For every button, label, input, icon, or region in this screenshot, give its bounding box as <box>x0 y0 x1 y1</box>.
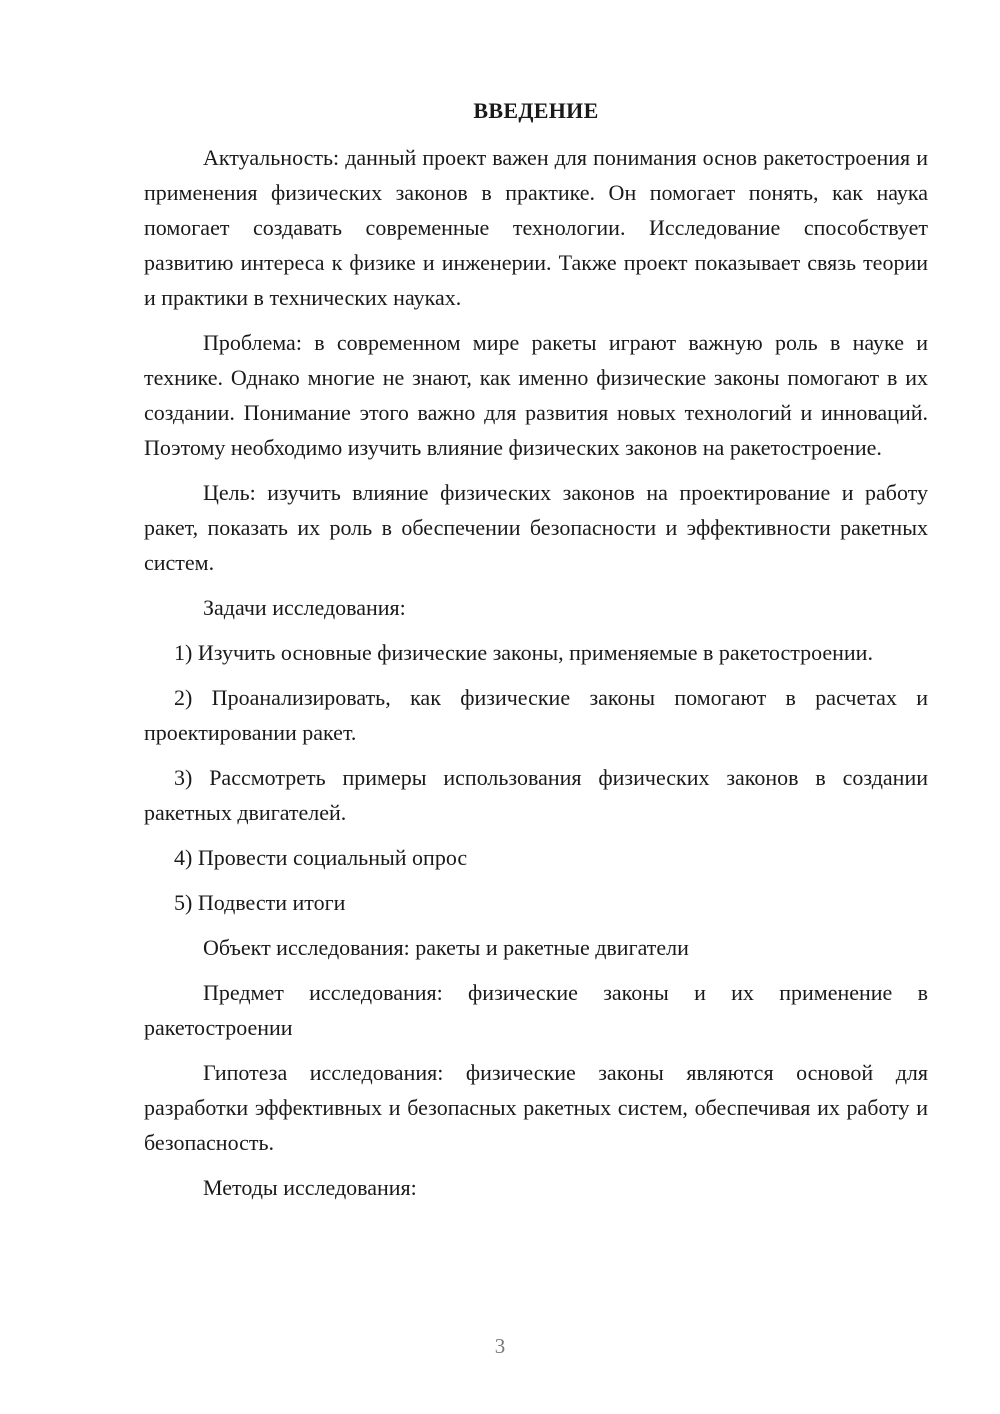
task-item-2: 2) Проанализировать, как физические законы помогают в расчетах и проектировании ракет. <box>144 685 928 745</box>
task-item-3: 3) Рассмотреть примеры использования физических законов в создании ракетных двигателей. <box>144 765 928 825</box>
paragraph-goal: Цель: изучить влияние физических законов на проектирование и работу ракет, показать их роль в обеспечении безопасности и эффективности ракетных систем. <box>144 480 928 575</box>
task-item-1: 1) Изучить основные физические законы, применяемые в ракетостроении. <box>174 640 873 665</box>
paragraph-subject: Предмет исследования: физические законы и их применение в ракетостроении <box>144 980 928 1040</box>
paragraph-object: Объект исследования: ракеты и ракетные двигатели <box>203 935 689 960</box>
paragraph-tasks-heading: Задачи исследования: <box>203 595 406 620</box>
paragraph-problem: Проблема: в современном мире ракеты играют важную роль в науке и технике. Однако многие не знают, как именно физические законы помогают в их создании. Понимание этого важно для развития новых технологий и инноваций. Поэтому необходимо изучить влияние физических законов на ракетостроение. <box>144 330 928 460</box>
paragraph-relevance: Актуальность: данный проект важен для понимания основ ракетостроения и применения физических законов в практике. Он помогает понять, как наука помогает создавать современные технологии. Исследование способствует развитию интереса к физике и инженерии. Также проект показывает связь теории и практики в технических науках. <box>144 145 928 310</box>
paragraph-methods: Методы исследования: <box>203 1175 417 1200</box>
page-number: 3 <box>494 1334 506 1358</box>
document-page <box>144 96 928 1215</box>
paragraph-hypothesis: Гипотеза исследования: физические законы являются основой для разработки эффективных и безопасных ракетных систем, обеспечивая их работу и безопасность. <box>144 1060 928 1155</box>
task-item-5: 5) Подвести итоги <box>174 890 346 915</box>
page-title: ВВЕДЕНИЕ <box>473 98 599 123</box>
task-item-4: 4) Провести социальный опрос <box>174 845 468 870</box>
